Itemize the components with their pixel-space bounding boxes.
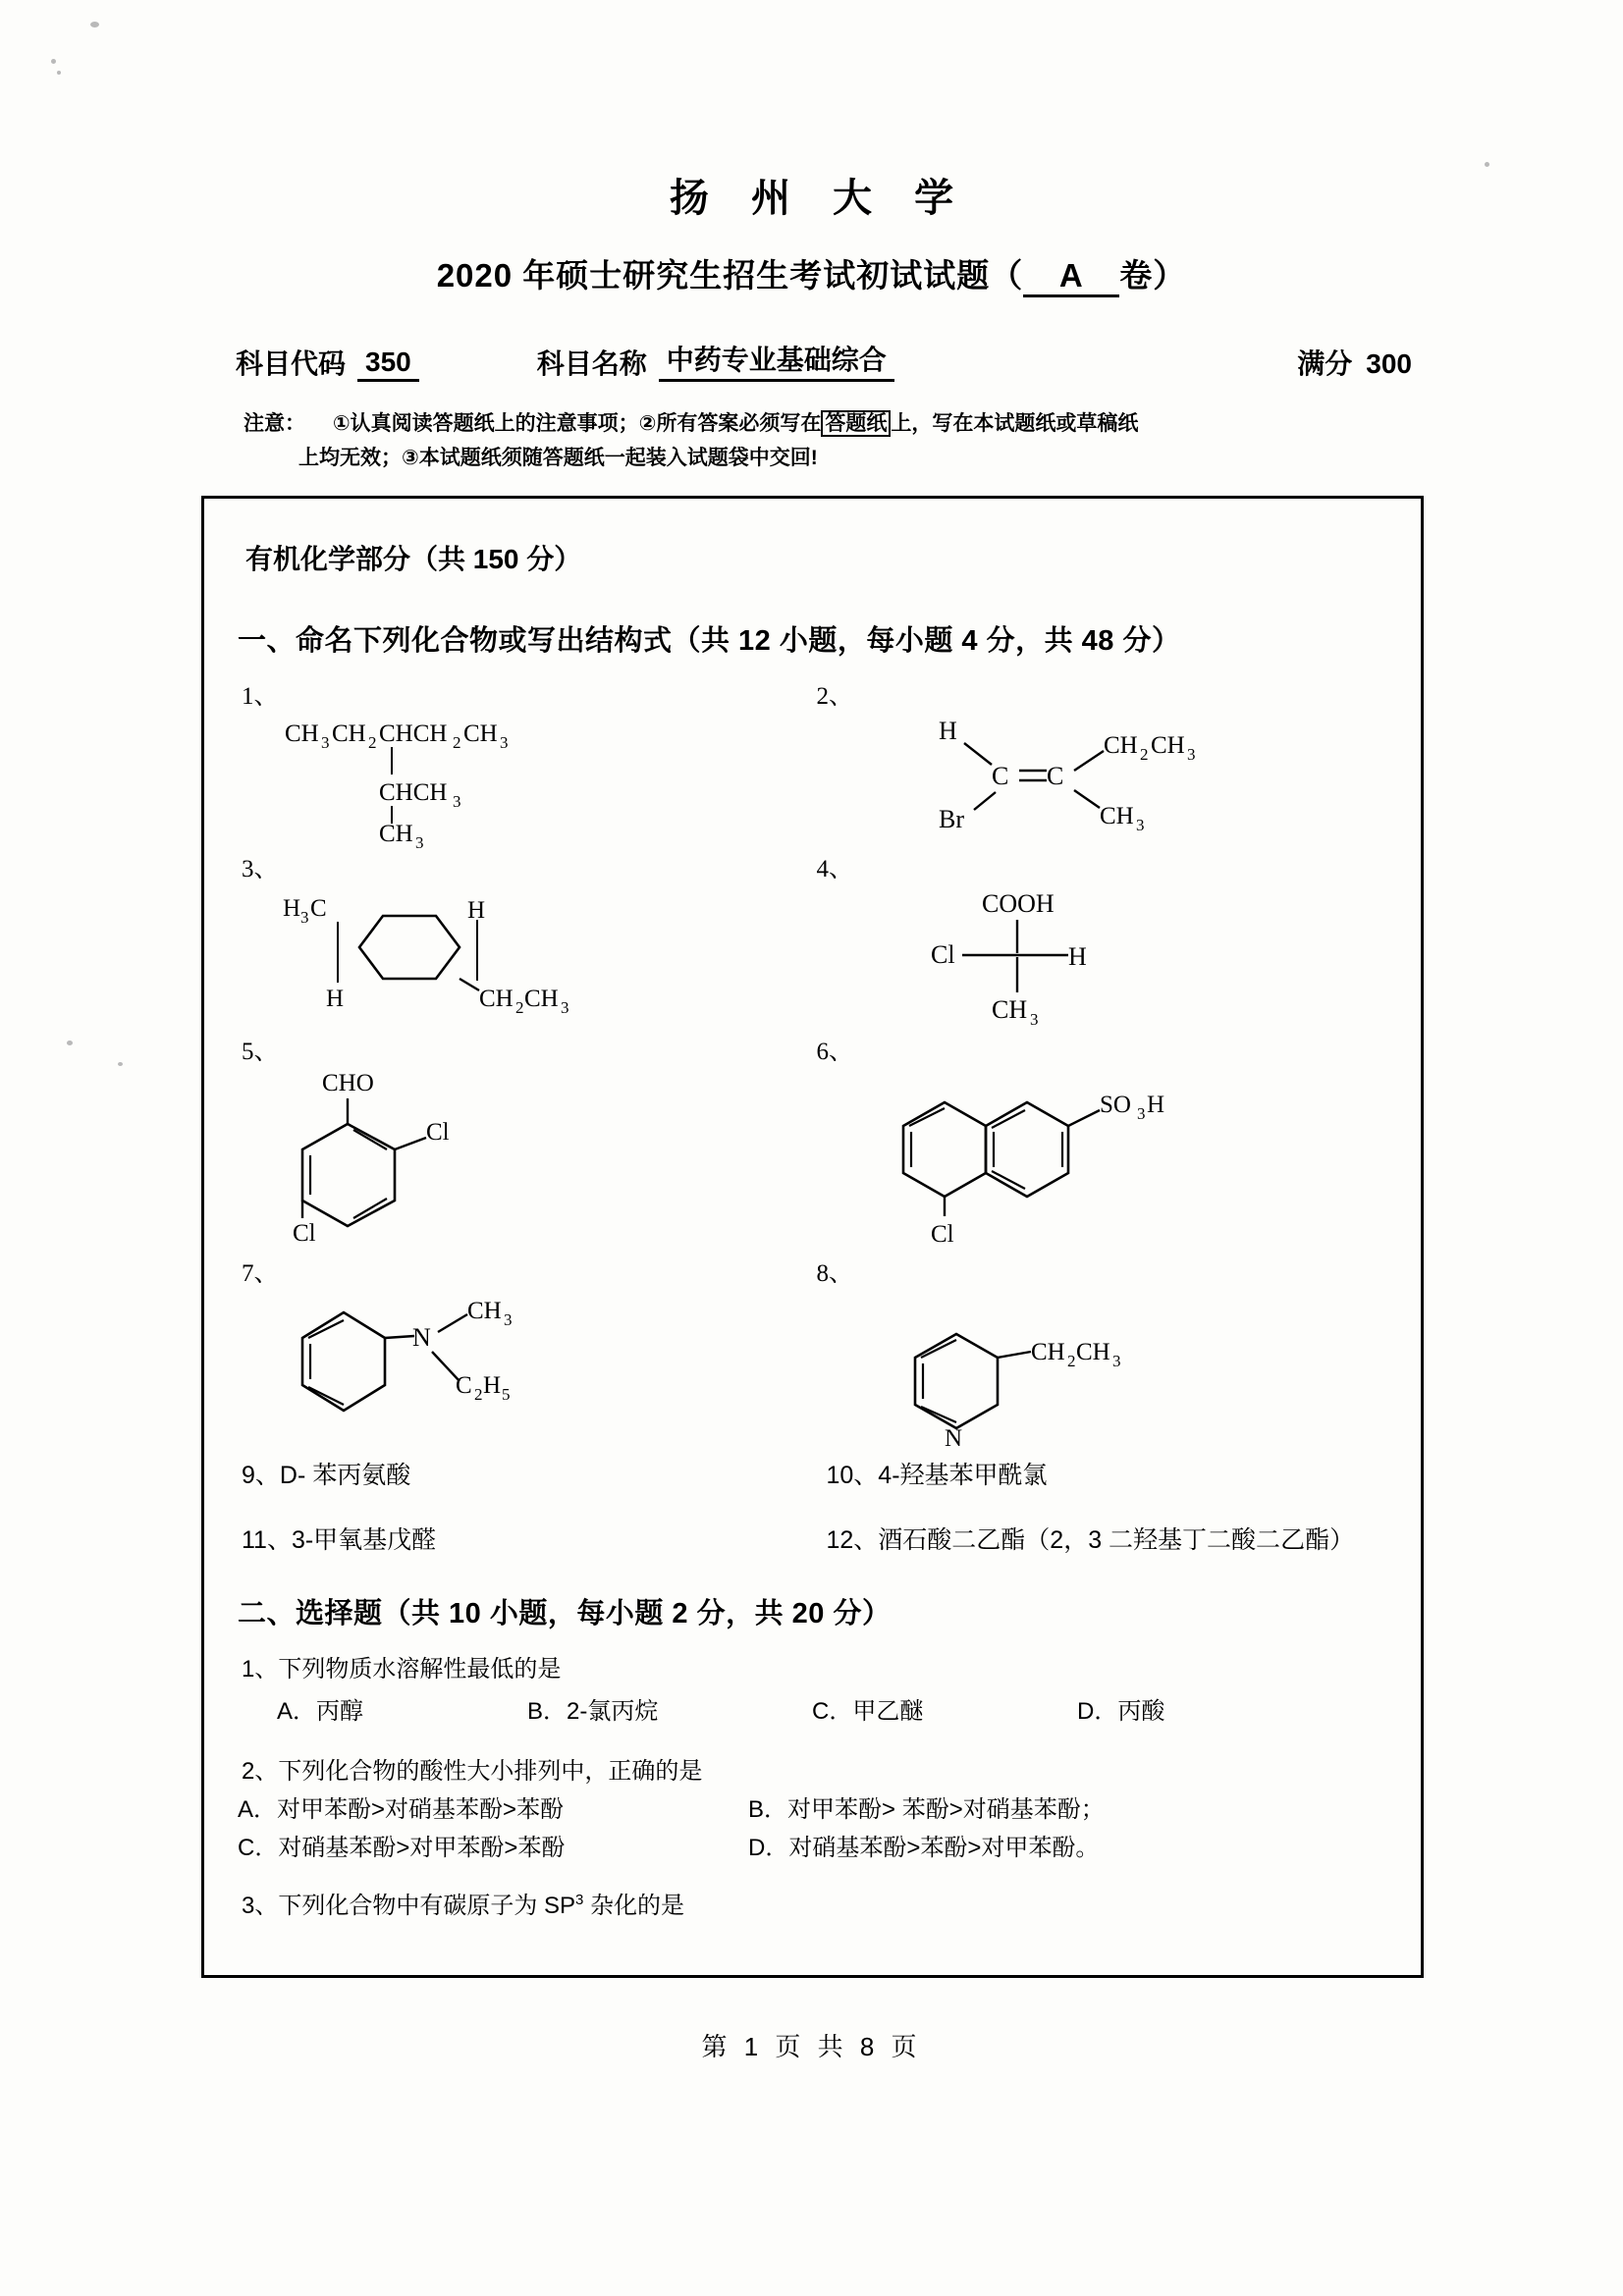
mc-option-a[interactable]: A．对甲苯酚>对硝基苯酚>苯酚 (238, 1796, 565, 1823)
svg-text:3: 3 (321, 733, 330, 752)
part-title: 有机化学部分（共 150 分） (245, 544, 582, 574)
svg-text:CH: CH (1030, 1339, 1065, 1365)
svg-text:SO: SO (1099, 1092, 1131, 1118)
max-score-value: 300 (1366, 348, 1412, 379)
max-score-label: 满分 (1297, 348, 1353, 379)
svg-text:H: H (1146, 1092, 1164, 1118)
svg-text:H: H (1067, 942, 1087, 971)
scan-speckle (67, 1041, 73, 1045)
item-text: 10、4-羟基苯甲酰氯 (826, 1462, 1048, 1489)
svg-text:CH: CH (991, 995, 1027, 1024)
svg-text:2: 2 (453, 733, 461, 752)
item-number: 2、 (816, 683, 854, 710)
structure-ethylpyridine (907, 1318, 1388, 1452)
naming-item-2 (813, 668, 1388, 841)
item-text: 9、D- 苯丙氨酸 (242, 1462, 411, 1489)
mc-question-2-row1 (238, 1789, 1387, 1824)
naming-item-3 (238, 841, 813, 1024)
svg-text:3: 3 (1111, 1352, 1120, 1370)
svg-text:Cl: Cl (930, 940, 955, 969)
exam-title-prefix: 2020 年硕士研究生招生考试初试试题（ (436, 257, 1024, 294)
structure-3-methylpentane-chain (277, 714, 813, 852)
item-text: 11、3-甲氧基戊醛 (242, 1526, 437, 1554)
mc-question-3-superscript: 3 (575, 1892, 584, 1908)
mc-question-3-stem-post: 杂化的是 (583, 1893, 685, 1919)
notice-boxed-term: 答题纸 (821, 410, 891, 437)
svg-text:3: 3 (453, 792, 461, 811)
volume-label: A (1023, 257, 1119, 297)
naming-item-8 (813, 1246, 1388, 1452)
svg-text:2: 2 (1066, 1352, 1075, 1370)
mc-option-d[interactable]: D．丙酸 (1077, 1698, 1165, 1725)
svg-text:CH: CH (1099, 803, 1134, 829)
svg-text:CH: CH (467, 1298, 502, 1324)
svg-text:3: 3 (561, 998, 569, 1017)
svg-text:2: 2 (368, 733, 377, 752)
svg-text:C: C (991, 762, 1008, 790)
svg-text:2: 2 (474, 1385, 483, 1404)
naming-item-1 (238, 668, 813, 852)
mc-question-3-stem-pre: 3、下列化合物中有碳原子为 SP (242, 1893, 576, 1919)
naming-item-10 (813, 1446, 1388, 1491)
svg-text:3: 3 (300, 908, 309, 927)
item-number: 8、 (816, 1260, 854, 1287)
svg-text:CHCH: CHCH (379, 721, 448, 747)
page-footer: 第 1 页 共 8 页 (701, 2032, 922, 2061)
svg-text:C: C (1046, 762, 1063, 790)
item-number: 5、 (242, 1039, 279, 1065)
svg-text:Cl: Cl (293, 1220, 316, 1247)
naming-questions-grid (238, 668, 1387, 1556)
notice-text-part1: ①认真阅读答题纸上的注意事项；②所有答案必须写在 (332, 412, 822, 435)
mc-question-3-stem (242, 1886, 1387, 1920)
svg-text:CH: CH (285, 721, 319, 747)
mc-option-b[interactable]: B．对甲苯酚> 苯酚>对硝基苯酚； (748, 1796, 1105, 1823)
structure-bromo-alkene (931, 714, 1388, 834)
svg-text:3: 3 (1029, 1010, 1038, 1029)
svg-text:CH: CH (1075, 1339, 1110, 1365)
svg-text:CH: CH (1103, 732, 1138, 759)
subject-code-value: 350 (357, 347, 419, 382)
notice-label: 注意： (243, 412, 305, 435)
svg-text:Cl: Cl (426, 1119, 450, 1146)
mc-option-d[interactable]: D．对硝基苯酚>苯酚>对甲苯酚。 (748, 1835, 1100, 1861)
max-score (1297, 343, 1412, 382)
svg-text:CH: CH (463, 721, 498, 747)
svg-text:Br: Br (938, 805, 964, 833)
svg-text:3: 3 (500, 733, 509, 752)
svg-text:N: N (944, 1425, 962, 1452)
structure-fischer-projection (923, 886, 1388, 1029)
notice-block (0, 407, 1623, 475)
notice-text-part2: 上，写在本试题纸或草稿纸 (891, 412, 1139, 435)
scan-speckle (118, 1062, 123, 1066)
svg-text:C: C (310, 895, 327, 922)
naming-item-7 (238, 1246, 813, 1446)
subject-name-value: 中药专业基础综合 (659, 339, 894, 382)
university-title: 扬 州 大 学 (669, 177, 970, 220)
svg-text:C: C (456, 1372, 472, 1399)
structure-cyclohexane-ring (283, 886, 813, 1017)
item-number: 1、 (242, 683, 279, 710)
scan-speckle (51, 59, 56, 64)
item-number: 6、 (816, 1039, 854, 1065)
mc-question-2-row2 (238, 1828, 1387, 1862)
content-box (201, 496, 1424, 1978)
svg-text:CHO: CHO (322, 1070, 374, 1096)
item-number: 4、 (816, 856, 854, 882)
svg-text:H: H (483, 1372, 502, 1399)
subject-info-row (0, 339, 1623, 382)
structure-n-ethyl-n-methylaniline (295, 1291, 813, 1428)
scan-speckle (90, 22, 99, 27)
mc-option-b[interactable]: B．2-氯丙烷 (527, 1698, 659, 1725)
svg-text:3: 3 (504, 1310, 513, 1329)
svg-text:H: H (326, 986, 345, 1012)
mc-question-2-stem: 2、下列化合物的酸性大小排列中，正确的是 (242, 1758, 703, 1785)
item-number: 3、 (242, 856, 279, 882)
svg-text:Cl: Cl (930, 1221, 954, 1248)
notice-line2: 上均无效；③本试题纸须随答题纸一起装入试题袋中交回! (298, 446, 818, 469)
mc-question-1-options (238, 1691, 1387, 1726)
svg-text:2: 2 (515, 998, 524, 1017)
svg-text:CH: CH (332, 721, 366, 747)
structure-dichlorobenzaldehyde (293, 1069, 813, 1247)
subject-code-label: 科目代码 (236, 348, 347, 379)
naming-item-12 (813, 1491, 1388, 1556)
mc-option-c[interactable]: C．对硝基苯酚>对甲苯酚>苯酚 (238, 1835, 566, 1861)
svg-text:CH: CH (379, 821, 413, 847)
svg-text:CH: CH (1150, 732, 1185, 759)
svg-text:2: 2 (1139, 745, 1148, 764)
svg-text:COOH: COOH (981, 889, 1055, 918)
svg-text:N: N (412, 1323, 431, 1352)
svg-text:CH: CH (524, 986, 559, 1012)
svg-text:H: H (283, 895, 301, 922)
exam-title (0, 250, 1623, 297)
svg-text:H: H (938, 717, 957, 745)
scan-speckle (1485, 162, 1489, 167)
item-number: 7、 (242, 1260, 279, 1287)
svg-text:CHCH: CHCH (379, 779, 448, 806)
section1-title: 一、命名下列化合物或写出结构式（共 12 小题，每小题 4 分，共 48 分） (238, 625, 1181, 657)
mc-question-1-stem: 1、下列物质水溶解性最低的是 (242, 1656, 562, 1682)
svg-text:3: 3 (415, 833, 424, 852)
svg-text:3: 3 (1136, 1104, 1145, 1123)
structure-chloronaphthalenesulfonic-acid (874, 1069, 1388, 1246)
naming-item-6 (813, 1024, 1388, 1246)
svg-text:5: 5 (502, 1385, 511, 1404)
svg-text:3: 3 (1186, 745, 1195, 764)
svg-text:CH: CH (479, 986, 514, 1012)
svg-text:H: H (467, 897, 486, 924)
naming-item-11 (238, 1491, 813, 1556)
naming-item-4 (813, 841, 1388, 1029)
svg-text:3: 3 (1135, 816, 1144, 834)
naming-item-9 (238, 1446, 813, 1491)
mc-option-c[interactable]: C．甲乙醚 (812, 1698, 924, 1725)
scan-speckle (57, 71, 61, 75)
naming-item-5 (238, 1024, 813, 1246)
subject-name-label: 科目名称 (536, 348, 647, 379)
item-text: 12、酒石酸二乙酯（2，3 二羟基丁二酸二乙酯） (826, 1526, 1355, 1554)
section2-title: 二、选择题（共 10 小题，每小题 2 分，共 20 分） (238, 1598, 892, 1629)
mc-option-a[interactable]: A．丙醇 (277, 1698, 364, 1725)
exam-title-suffix: 卷） (1119, 257, 1187, 294)
